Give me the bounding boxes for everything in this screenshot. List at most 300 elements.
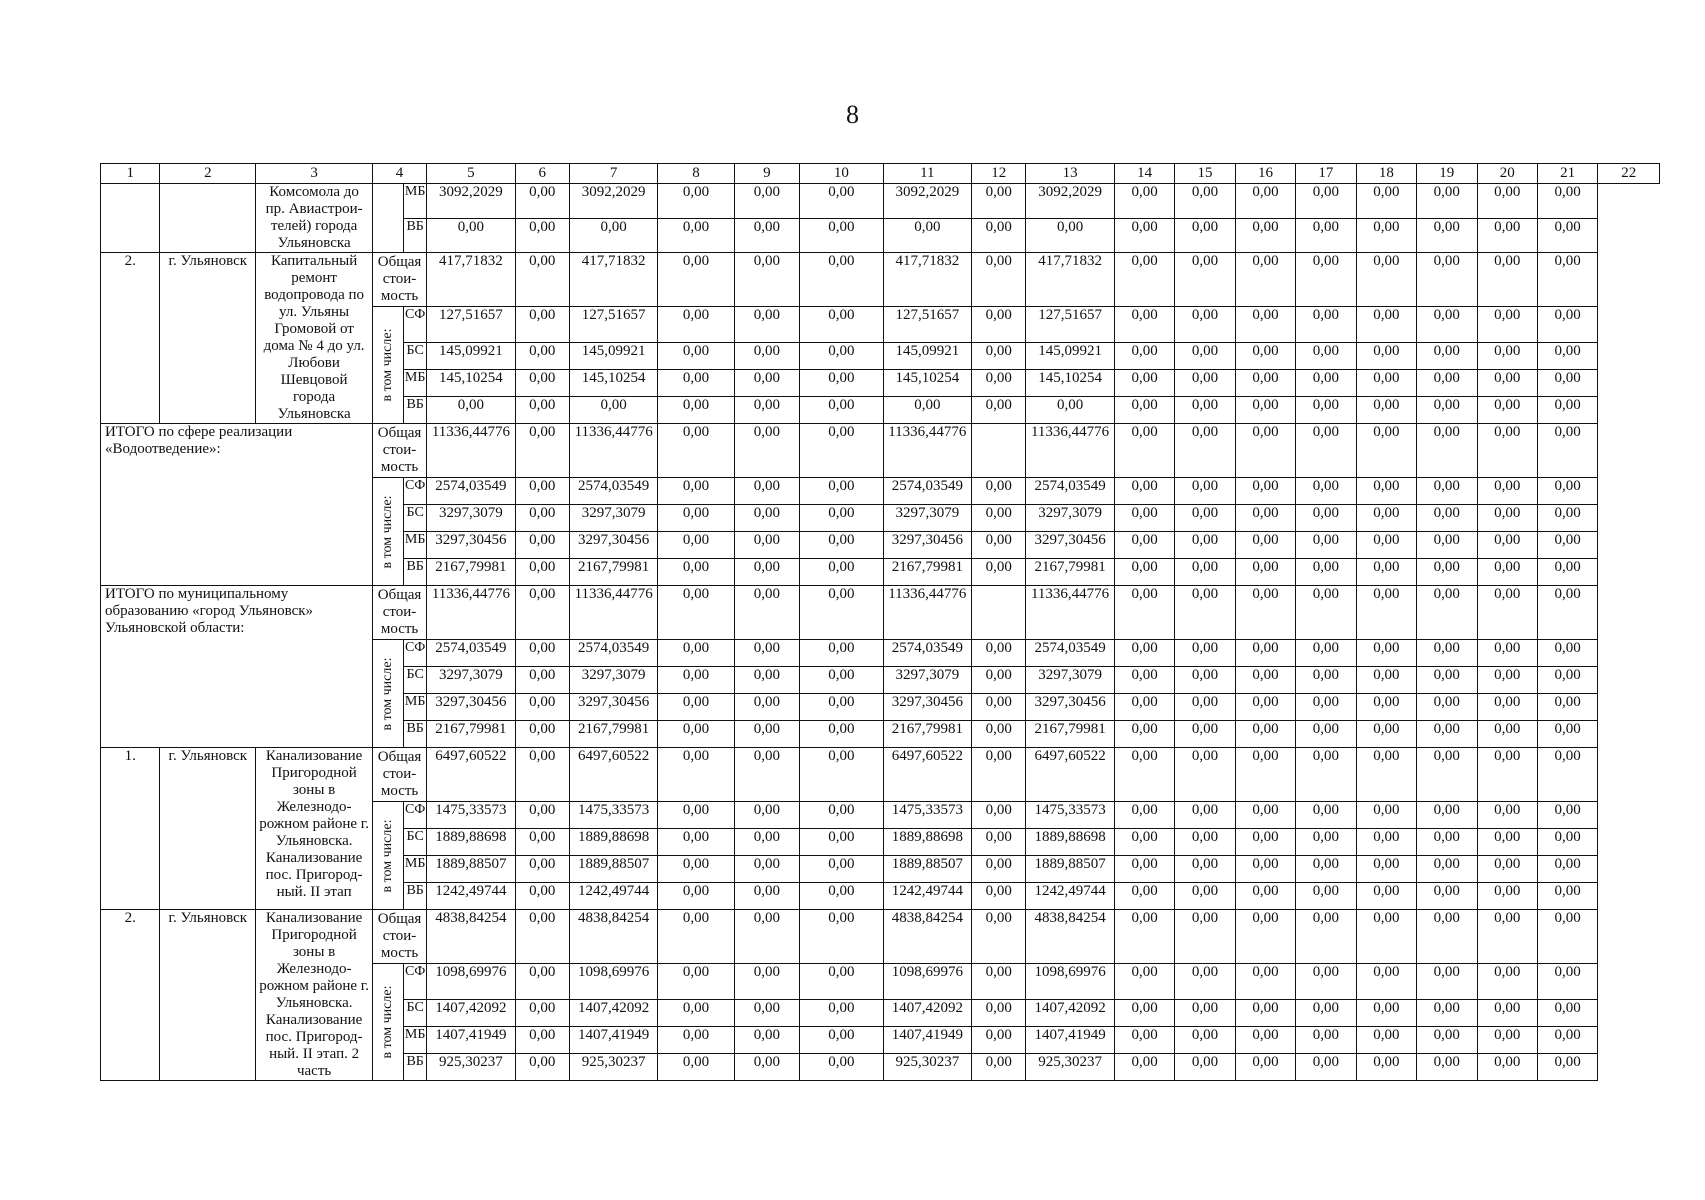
value-cell: 0,00 (800, 640, 883, 667)
value-cell: 0,00 (1477, 748, 1537, 802)
value-cell: 0,00 (1296, 343, 1356, 370)
value-cell: 0,00 (1235, 748, 1295, 802)
project-title: Комсомола до пр. Авиастрои-телей) города Ульяновска (256, 184, 373, 253)
value-cell: 0,00 (658, 883, 734, 910)
value-cell: 0,00 (1235, 218, 1295, 253)
value-cell: 0,00 (1477, 667, 1537, 694)
value-cell: 0,00 (1175, 532, 1235, 559)
value-cell: 0,00 (1235, 1000, 1295, 1027)
value-cell: 0,00 (972, 370, 1026, 397)
source-code: БС (404, 829, 427, 856)
project-number: 2. (101, 253, 160, 424)
value-cell: 0,00 (1537, 505, 1597, 532)
column-header: 7 (569, 164, 658, 184)
value-cell: 0,00 (1296, 370, 1356, 397)
value-cell: 4838,84254 (569, 910, 658, 964)
value-cell: 2167,79981 (883, 721, 972, 748)
value-cell: 0,00 (658, 586, 734, 640)
total-cost-label: Общая стои-мость (372, 748, 426, 802)
value-cell: 0,00 (658, 505, 734, 532)
source-code: БС (404, 667, 427, 694)
value-cell: 0,00 (1235, 586, 1295, 640)
value-cell: 0,00 (1477, 307, 1537, 343)
value-cell: 0,00 (1356, 694, 1416, 721)
value-cell: 0,00 (800, 856, 883, 883)
value-cell: 0,00 (515, 694, 569, 721)
value-cell: 0,00 (1356, 883, 1416, 910)
value-cell: 0,00 (1296, 397, 1356, 424)
value-cell: 4838,84254 (1026, 910, 1115, 964)
value-cell: 0,00 (972, 748, 1026, 802)
value-cell: 0,00 (1477, 829, 1537, 856)
value-cell: 3297,3079 (1026, 505, 1115, 532)
itogo-label: ИТОГО по сфере реализации «Водоотведение»: (101, 424, 373, 586)
value-cell: 0,00 (1537, 1000, 1597, 1027)
value-cell: 0,00 (800, 253, 883, 307)
value-cell: 0,00 (800, 478, 883, 505)
total-cost-label: Общая стои-мость (372, 253, 426, 307)
value-cell: 0,00 (1114, 748, 1174, 802)
value-cell: 0,00 (1114, 1027, 1174, 1054)
value-cell: 0,00 (1417, 748, 1477, 802)
value-cell: 0,00 (658, 640, 734, 667)
value-cell (972, 424, 1026, 478)
value-cell: 925,30237 (1026, 1054, 1115, 1081)
value-cell: 0,00 (515, 505, 569, 532)
column-header: 22 (1598, 164, 1660, 184)
value-cell: 1475,33573 (427, 802, 516, 829)
value-cell: 0,00 (1296, 478, 1356, 505)
value-cell: 0,00 (1296, 721, 1356, 748)
value-cell: 0,00 (1296, 307, 1356, 343)
value-cell: 0,00 (800, 307, 883, 343)
value-cell: 0,00 (1537, 856, 1597, 883)
value-cell: 0,00 (1296, 218, 1356, 253)
value-cell: 0,00 (1175, 829, 1235, 856)
value-cell: 1407,41949 (883, 1027, 972, 1054)
value-cell: 0,00 (1356, 829, 1416, 856)
value-cell: 0,00 (1356, 748, 1416, 802)
source-code: МБ (404, 184, 427, 219)
value-cell: 0,00 (1296, 1000, 1356, 1027)
value-cell: 0,00 (972, 307, 1026, 343)
source-code: СФ (404, 307, 427, 343)
value-cell: 0,00 (1235, 559, 1295, 586)
value-cell: 0,00 (1114, 964, 1174, 1000)
header-row (101, 164, 1660, 184)
value-cell: 0,00 (427, 397, 516, 424)
value-cell: 0,00 (515, 883, 569, 910)
value-cell: 0,00 (1477, 964, 1537, 1000)
value-cell: 0,00 (1114, 184, 1174, 219)
value-cell: 0,00 (1417, 397, 1477, 424)
value-cell: 1098,69976 (569, 964, 658, 1000)
column-header: 21 (1537, 164, 1597, 184)
value-cell: 0,00 (1235, 883, 1295, 910)
value-cell: 0,00 (1175, 856, 1235, 883)
value-cell: 0,00 (515, 748, 569, 802)
value-cell: 0,00 (972, 1054, 1026, 1081)
value-cell: 3297,3079 (883, 667, 972, 694)
value-cell: 0,00 (1114, 343, 1174, 370)
project-total-row (101, 253, 1660, 307)
value-cell: 3297,3079 (1026, 667, 1115, 694)
value-cell: 0,00 (515, 343, 569, 370)
itogo-total-row (101, 586, 1660, 640)
value-cell: 0,00 (1537, 1027, 1597, 1054)
source-code: МБ (404, 532, 427, 559)
value-cell: 0,00 (734, 667, 800, 694)
value-cell: 0,00 (734, 1027, 800, 1054)
value-cell: 0,00 (1114, 478, 1174, 505)
value-cell: 0,00 (1114, 856, 1174, 883)
value-cell: 1098,69976 (1026, 964, 1115, 1000)
value-cell: 0,00 (1537, 802, 1597, 829)
value-cell: 0,00 (1417, 1000, 1477, 1027)
value-cell: 0,00 (1537, 532, 1597, 559)
source-code: МБ (404, 694, 427, 721)
value-cell: 0,00 (1477, 1000, 1537, 1027)
value-cell: 0,00 (1235, 505, 1295, 532)
project-number (101, 184, 160, 253)
value-cell: 0,00 (1235, 856, 1295, 883)
value-cell: 0,00 (800, 883, 883, 910)
value-cell: 1407,41949 (427, 1027, 516, 1054)
value-cell: 0,00 (1296, 802, 1356, 829)
value-cell: 0,00 (1356, 397, 1416, 424)
value-cell: 0,00 (1537, 667, 1597, 694)
value-cell: 1407,42092 (883, 1000, 972, 1027)
value-cell: 11336,44776 (883, 424, 972, 478)
value-cell: 0,00 (800, 1000, 883, 1027)
column-header: 6 (515, 164, 569, 184)
value-cell: 0,00 (515, 478, 569, 505)
value-cell: 0,00 (658, 424, 734, 478)
column-header: 5 (427, 164, 516, 184)
value-cell: 0,00 (972, 1027, 1026, 1054)
value-cell: 0,00 (1114, 910, 1174, 964)
value-cell: 0,00 (972, 829, 1026, 856)
value-cell: 0,00 (972, 397, 1026, 424)
value-cell: 0,00 (1356, 307, 1416, 343)
value-cell: 0,00 (972, 184, 1026, 219)
value-cell: 0,00 (658, 802, 734, 829)
value-cell: 0,00 (972, 343, 1026, 370)
value-cell: 3297,30456 (427, 532, 516, 559)
value-cell: 0,00 (1356, 424, 1416, 478)
value-cell: 6497,60522 (883, 748, 972, 802)
value-cell: 0,00 (1175, 721, 1235, 748)
value-cell: 0,00 (800, 424, 883, 478)
value-cell: 0,00 (1175, 1000, 1235, 1027)
value-cell: 1889,88507 (883, 856, 972, 883)
value-cell: 0,00 (972, 218, 1026, 253)
value-cell: 0,00 (1114, 559, 1174, 586)
value-cell: 0,00 (1477, 694, 1537, 721)
value-cell: 0,00 (658, 667, 734, 694)
value-cell: 3297,30456 (883, 694, 972, 721)
value-cell: 3092,2029 (569, 184, 658, 219)
value-cell: 0,00 (1235, 694, 1295, 721)
value-cell: 0,00 (1537, 559, 1597, 586)
value-cell: 1407,41949 (569, 1027, 658, 1054)
value-cell: 2574,03549 (427, 640, 516, 667)
project-city (160, 184, 256, 253)
value-cell: 3297,3079 (427, 505, 516, 532)
value-cell: 11336,44776 (427, 586, 516, 640)
value-cell: 0,00 (1537, 1054, 1597, 1081)
project-city: г. Ульяновск (160, 910, 256, 1081)
value-cell: 925,30237 (427, 1054, 516, 1081)
project-title: Канализование Пригородной зоны в Железнодо-рожном районе г. Ульяновска. Канализование пос. Пригород-ный. II этап. 2 часть (256, 910, 373, 1081)
value-cell: 3297,30456 (1026, 532, 1115, 559)
value-cell: 0,00 (515, 559, 569, 586)
value-cell: 0,00 (515, 721, 569, 748)
value-cell: 0,00 (515, 184, 569, 219)
value-cell: 0,00 (1296, 910, 1356, 964)
value-cell: 2574,03549 (569, 640, 658, 667)
value-cell: 0,00 (1477, 1027, 1537, 1054)
source-code: СФ (404, 964, 427, 1000)
value-cell: 0,00 (515, 397, 569, 424)
value-cell: 0,00 (1417, 640, 1477, 667)
value-cell: 0,00 (800, 559, 883, 586)
value-cell: 0,00 (1235, 184, 1295, 219)
value-cell: 0,00 (1296, 424, 1356, 478)
column-header: 13 (1026, 164, 1115, 184)
column-header: 18 (1356, 164, 1416, 184)
value-cell: 6497,60522 (427, 748, 516, 802)
value-cell: 0,00 (800, 910, 883, 964)
value-cell: 0,00 (972, 856, 1026, 883)
value-cell: 1242,49744 (883, 883, 972, 910)
value-cell: 0,00 (1114, 397, 1174, 424)
value-cell: 1475,33573 (1026, 802, 1115, 829)
value-cell: 0,00 (1235, 667, 1295, 694)
value-cell: 0,00 (515, 1027, 569, 1054)
value-cell: 0,00 (515, 307, 569, 343)
project-total-row (101, 748, 1660, 802)
value-cell: 2574,03549 (427, 478, 516, 505)
value-cell: 2167,79981 (427, 559, 516, 586)
value-cell: 0,00 (1537, 640, 1597, 667)
value-cell: 2574,03549 (883, 640, 972, 667)
value-cell: 0,00 (1296, 532, 1356, 559)
column-header: 8 (658, 164, 734, 184)
value-cell: 0,00 (734, 559, 800, 586)
value-cell: 0,00 (1356, 184, 1416, 219)
value-cell: 0,00 (734, 424, 800, 478)
value-cell: 0,00 (515, 424, 569, 478)
value-cell: 0,00 (734, 478, 800, 505)
value-cell: 6497,60522 (1026, 748, 1115, 802)
source-code: ВБ (404, 1054, 427, 1081)
value-cell: 0,00 (734, 721, 800, 748)
column-header: 3 (256, 164, 373, 184)
value-cell: 0,00 (1477, 505, 1537, 532)
including-cell (372, 640, 403, 748)
value-cell: 417,71832 (883, 253, 972, 307)
value-cell: 0,00 (1356, 802, 1416, 829)
value-cell: 11336,44776 (883, 586, 972, 640)
value-cell: 0,00 (972, 532, 1026, 559)
value-cell: 0,00 (1114, 640, 1174, 667)
value-cell: 0,00 (515, 1000, 569, 1027)
value-cell: 0,00 (1417, 370, 1477, 397)
value-cell: 0,00 (1175, 397, 1235, 424)
value-cell: 3297,30456 (569, 694, 658, 721)
budget-table (100, 163, 1660, 1081)
value-cell: 0,00 (1417, 1054, 1477, 1081)
value-cell: 0,00 (1537, 586, 1597, 640)
value-cell: 0,00 (1417, 532, 1477, 559)
value-cell: 0,00 (1417, 343, 1477, 370)
value-cell: 1242,49744 (1026, 883, 1115, 910)
value-cell: 0,00 (1537, 307, 1597, 343)
value-cell: 0,00 (1175, 910, 1235, 964)
source-code: ВБ (404, 721, 427, 748)
value-cell: 0,00 (1537, 218, 1597, 253)
column-header: 19 (1417, 164, 1477, 184)
value-cell: 0,00 (734, 343, 800, 370)
including-label: в том числе: (380, 657, 396, 730)
value-cell: 0,00 (1477, 559, 1537, 586)
value-cell: 0,00 (734, 829, 800, 856)
value-cell: 1889,88507 (569, 856, 658, 883)
value-cell: 0,00 (1356, 910, 1416, 964)
value-cell: 0,00 (1537, 184, 1597, 219)
value-cell: 0,00 (1537, 397, 1597, 424)
value-cell: 0,00 (734, 397, 800, 424)
value-cell: 0,00 (1175, 802, 1235, 829)
value-cell: 0,00 (1175, 478, 1235, 505)
value-cell: 0,00 (1537, 424, 1597, 478)
source-code: МБ (404, 856, 427, 883)
column-header: 14 (1114, 164, 1174, 184)
value-cell: 0,00 (1537, 721, 1597, 748)
including-cell (372, 307, 403, 424)
value-cell: 0,00 (658, 910, 734, 964)
value-cell: 0,00 (1296, 559, 1356, 586)
value-cell: 0,00 (972, 1000, 1026, 1027)
value-cell: 0,00 (972, 964, 1026, 1000)
value-cell: 417,71832 (427, 253, 516, 307)
value-cell: 0,00 (1114, 307, 1174, 343)
value-cell: 0,00 (1296, 586, 1356, 640)
value-cell: 0,00 (972, 694, 1026, 721)
value-cell: 3092,2029 (1026, 184, 1115, 219)
value-cell: 0,00 (1477, 253, 1537, 307)
value-cell: 0,00 (1296, 1054, 1356, 1081)
value-cell: 0,00 (1417, 721, 1477, 748)
value-cell: 0,00 (1356, 856, 1416, 883)
value-cell: 0,00 (427, 218, 516, 253)
value-cell: 0,00 (1417, 694, 1477, 721)
value-cell: 0,00 (734, 802, 800, 829)
value-cell: 0,00 (515, 370, 569, 397)
value-cell: 0,00 (734, 532, 800, 559)
value-cell: 145,09921 (427, 343, 516, 370)
value-cell: 0,00 (515, 856, 569, 883)
value-cell: 2167,79981 (1026, 721, 1115, 748)
source-code: СФ (404, 640, 427, 667)
value-cell: 0,00 (800, 505, 883, 532)
value-cell: 0,00 (1356, 1000, 1416, 1027)
value-cell: 0,00 (1537, 829, 1597, 856)
column-header: 20 (1477, 164, 1537, 184)
value-cell: 925,30237 (569, 1054, 658, 1081)
value-cell: 0,00 (1417, 802, 1477, 829)
value-cell: 0,00 (800, 532, 883, 559)
value-cell: 417,71832 (1026, 253, 1115, 307)
value-cell: 3092,2029 (427, 184, 516, 219)
value-cell: 0,00 (1417, 964, 1477, 1000)
value-cell: 0,00 (1417, 559, 1477, 586)
value-cell: 0,00 (1356, 1054, 1416, 1081)
value-cell: 3297,30456 (569, 532, 658, 559)
value-cell: 0,00 (1175, 370, 1235, 397)
value-cell: 0,00 (1175, 694, 1235, 721)
value-cell: 0,00 (734, 964, 800, 1000)
value-cell: 0,00 (1235, 397, 1295, 424)
value-cell: 0,00 (1356, 1027, 1416, 1054)
value-cell: 11336,44776 (1026, 424, 1115, 478)
value-cell: 0,00 (1114, 1000, 1174, 1027)
value-cell: 4838,84254 (427, 910, 516, 964)
value-cell: 0,00 (515, 964, 569, 1000)
project-title: Канализование Пригородной зоны в Железнодо-рожном районе г. Ульяновска. Канализование пос. Пригород-ный. II этап (256, 748, 373, 910)
value-cell: 0,00 (1114, 1054, 1174, 1081)
value-cell: 0,00 (658, 748, 734, 802)
value-cell: 0,00 (883, 218, 972, 253)
value-cell: 0,00 (1477, 397, 1537, 424)
value-cell: 2574,03549 (1026, 478, 1115, 505)
column-header: 12 (972, 164, 1026, 184)
value-cell: 0,00 (1356, 964, 1416, 1000)
value-cell: 0,00 (1296, 856, 1356, 883)
value-cell: 0,00 (734, 640, 800, 667)
value-cell: 11336,44776 (1026, 586, 1115, 640)
value-cell: 0,00 (972, 640, 1026, 667)
value-cell: 0,00 (1537, 370, 1597, 397)
value-cell: 0,00 (972, 721, 1026, 748)
value-cell: 1889,88507 (1026, 856, 1115, 883)
value-cell: 6497,60522 (569, 748, 658, 802)
value-cell: 0,00 (1477, 370, 1537, 397)
value-cell: 0,00 (800, 586, 883, 640)
value-cell: 0,00 (1114, 532, 1174, 559)
value-cell: 3297,3079 (569, 667, 658, 694)
value-cell: 0,00 (800, 184, 883, 219)
value-cell: 1475,33573 (883, 802, 972, 829)
value-cell: 0,00 (658, 1054, 734, 1081)
value-cell: 0,00 (734, 856, 800, 883)
value-cell: 0,00 (1175, 1054, 1235, 1081)
value-cell: 0,00 (1175, 964, 1235, 1000)
value-cell: 0,00 (1537, 253, 1597, 307)
value-cell: 0,00 (972, 802, 1026, 829)
source-code: СФ (404, 802, 427, 829)
value-cell: 145,10254 (1026, 370, 1115, 397)
value-cell: 0,00 (1356, 640, 1416, 667)
project-number: 1. (101, 748, 160, 910)
value-cell: 0,00 (1417, 586, 1477, 640)
value-cell: 127,51657 (883, 307, 972, 343)
value-cell: 3297,3079 (883, 505, 972, 532)
value-cell: 1407,42092 (569, 1000, 658, 1027)
value-cell: 0,00 (515, 253, 569, 307)
value-cell: 0,00 (1356, 370, 1416, 397)
